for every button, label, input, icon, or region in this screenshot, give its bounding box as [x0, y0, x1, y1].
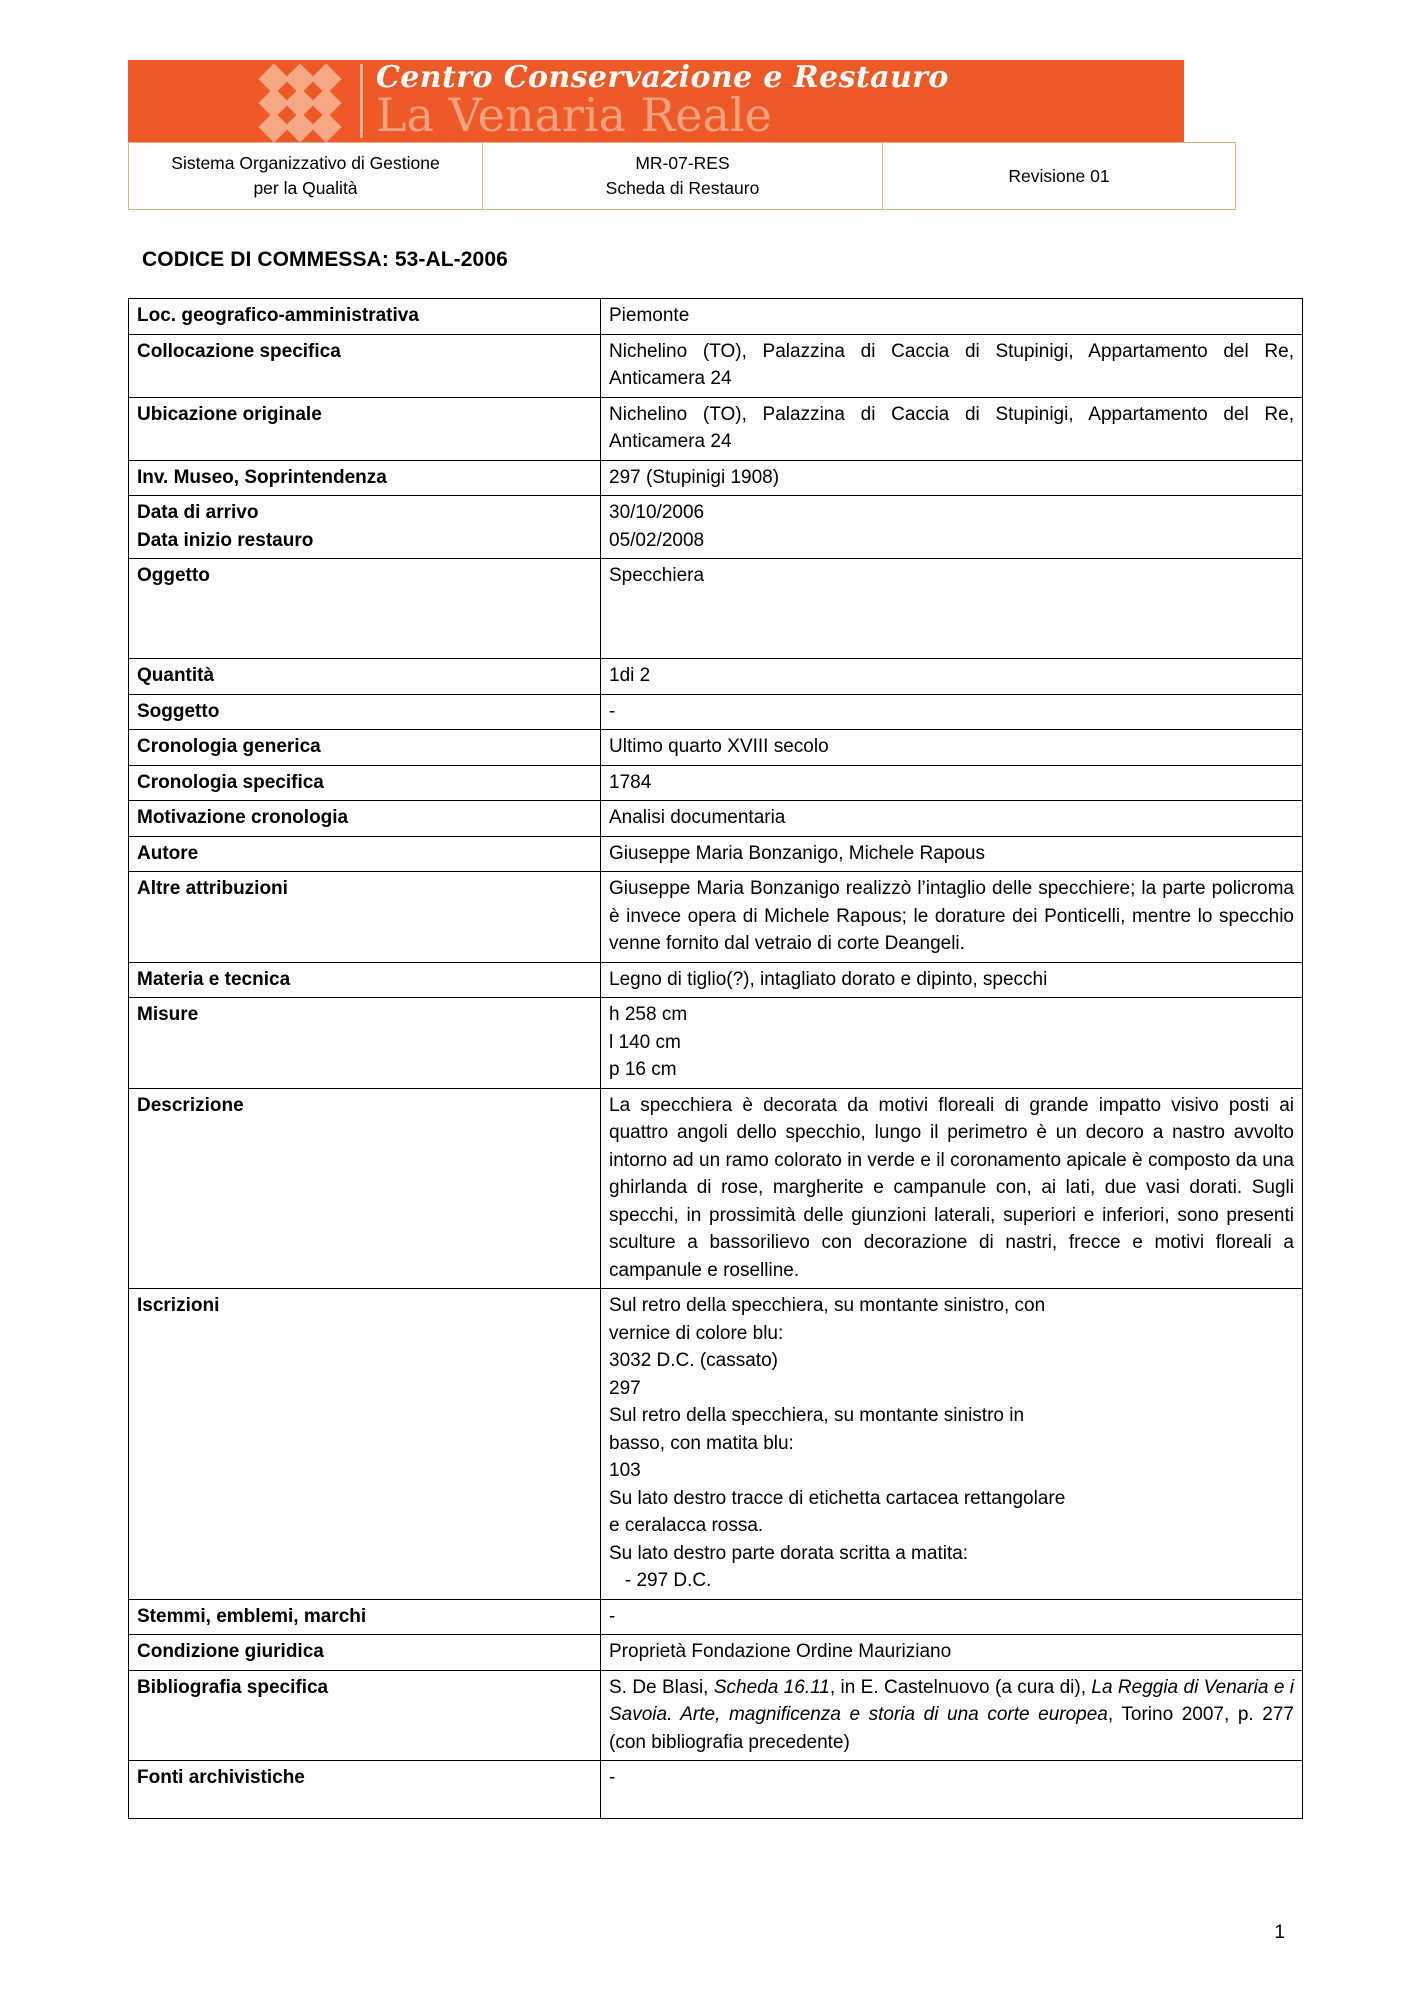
table-row	[129, 1599, 1303, 1635]
row-label-stemmi: Stemmi, emblemi, marchi	[129, 1599, 601, 1635]
table-row	[129, 694, 1303, 730]
row-label-cronologia-generica: Cronologia generica	[129, 730, 601, 766]
letterhead-text	[376, 60, 1176, 142]
row-label-materia-tecnica: Materia e tecnica	[129, 962, 601, 998]
row-value-ubicazione: Nichelino (TO), Palazzina di Caccia di Stupinigi, Appartamento del Re, Anticamera 24	[601, 397, 1303, 460]
quality-system-line2: per la Qualità	[253, 178, 358, 198]
iscrizione-line: 3032 D.C. (cassato)	[609, 1350, 778, 1371]
table-row	[129, 1635, 1303, 1671]
header-row	[129, 143, 1236, 210]
row-label-loc-geografico: Loc. geografico-amministrativa	[129, 299, 601, 335]
biblio-part-1: S. De Blasi,	[609, 1676, 714, 1698]
row-label-fonti-archivistiche: Fonti archivistiche	[129, 1761, 601, 1819]
iscrizione-line: Sul retro della specchiera, su montante sinistro, con	[609, 1295, 1046, 1316]
table-row	[129, 334, 1303, 397]
iscrizione-line: Su lato destro parte dorata scritta a matita:	[609, 1542, 969, 1564]
header-cell-form-code	[483, 143, 883, 210]
header-cell-quality-system	[129, 143, 483, 210]
iscrizione-line: 297	[609, 1377, 641, 1399]
table-row	[129, 730, 1303, 766]
row-label-inventario: Inv. Museo, Soprintendenza	[129, 460, 601, 496]
table-row	[129, 1088, 1303, 1289]
iscrizione-line: e ceralacca rossa.	[609, 1515, 764, 1536]
form-code: MR-07-RES	[635, 153, 730, 173]
row-value-altre-attribuzioni: Giuseppe Maria Bonzanigo realizzò l’intaglio delle specchiere; la parte policroma è invece opera di Michele Rapous; le dorature dei Ponticelli, mentre lo specchio venne fornito dal vetraio di corte Deangeli.	[601, 872, 1303, 963]
table-row	[129, 659, 1303, 695]
row-label-misure: Misure	[129, 998, 601, 1089]
table-row	[129, 1289, 1303, 1600]
row-value-descrizione: La specchiera è decorata da motivi floreali di grande impatto visivo posti ai quattro angoli dello specchio, lungo il perimetro è un decoro a nastro avvolto intorno ad un ramo colorato in verde e il coronamento apicale è composto da una ghirlanda di rose, margherite e campanule con, ai lati, due vasi dorati. Sugli specchi, in prossimità delle giunzioni laterali, superiori e inferiori, sono presenti sculture a bassorilievo con decorazione di nastri, frecce e motivi floreali a campanule e roselline.	[601, 1088, 1303, 1289]
row-value-data-arrivo: 30/10/2006	[601, 496, 1303, 527]
row-label-cronologia-specifica: Cronologia specifica	[129, 765, 601, 801]
misure-line-h: h 258 cm	[609, 1004, 688, 1025]
row-value-oggetto: Specchiera	[601, 559, 1303, 659]
page-title: CODICE DI COMMESSA: 53-AL-2006	[142, 248, 508, 271]
row-label-collocazione: Collocazione specifica	[129, 334, 601, 397]
row-value-soggetto: -	[601, 694, 1303, 730]
letterhead-divider	[360, 64, 363, 138]
table-row	[129, 496, 1303, 527]
row-value-data-inizio-restauro: 05/02/2008	[601, 527, 1303, 559]
biblio-italic-1: Scheda 16.11	[713, 1676, 830, 1698]
row-label-soggetto: Soggetto	[129, 694, 601, 730]
diamond-logo-icon	[263, 66, 343, 138]
table-row	[129, 299, 1303, 335]
row-label-quantita: Quantità	[129, 659, 601, 695]
misure-line-p: p 16 cm	[609, 1059, 677, 1080]
row-value-materia-tecnica: Legno di tiglio(?), intagliato dorato e dipinto, specchi	[601, 962, 1303, 998]
row-value-cronologia-generica: Ultimo quarto XVIII secolo	[601, 730, 1303, 766]
biblio-italic-2: La Reggia di Venaria e i Savoia. Arte, magnificenza e storia di una corte europea	[609, 1676, 1295, 1725]
row-value-iscrizioni	[601, 1289, 1303, 1600]
row-value-fonti-archivistiche: -	[601, 1761, 1303, 1819]
biblio-part-2: , in E. Castelnuovo (a cura di),	[829, 1676, 1092, 1698]
form-title: Scheda di Restauro	[605, 178, 760, 198]
table-row	[129, 836, 1303, 872]
biblio-part-3: , Torino 2007, p. 277 (con bibliografia precedente)	[609, 1704, 1294, 1753]
letterhead-banner	[128, 60, 1184, 142]
row-value-condizione-giuridica: Proprietà Fondazione Ordine Mauriziano	[601, 1635, 1303, 1671]
table-row	[129, 397, 1303, 460]
row-value-collocazione: Nichelino (TO), Palazzina di Caccia di Stupinigi, Appartamento del Re, Anticamera 24	[601, 334, 1303, 397]
row-label-ubicazione: Ubicazione originale	[129, 397, 601, 460]
misure-line-l: l 140 cm	[609, 1031, 681, 1053]
iscrizione-line: Sul retro della specchiera, su montante sinistro in	[609, 1405, 1025, 1426]
table-row	[129, 801, 1303, 837]
quality-system-line1: Sistema Organizzativo di Gestione	[171, 153, 440, 173]
iscrizione-line: vernice di colore blu:	[609, 1322, 784, 1344]
row-label-iscrizioni: Iscrizioni	[129, 1289, 601, 1600]
row-label-data-arrivo: Data di arrivo	[129, 496, 601, 527]
iscrizione-line: - 297 D.C.	[609, 1570, 712, 1591]
row-label-altre-attribuzioni: Altre attribuzioni	[129, 872, 601, 963]
row-value-quantita: 1di 2	[601, 659, 1303, 695]
row-value-bibliografia	[601, 1670, 1303, 1761]
page-number: 1	[1274, 1922, 1285, 1943]
table-row	[129, 765, 1303, 801]
row-label-descrizione: Descrizione	[129, 1088, 601, 1289]
row-value-autore: Giuseppe Maria Bonzanigo, Michele Rapous	[601, 836, 1303, 872]
row-label-bibliografia: Bibliografia specifica	[129, 1670, 601, 1761]
row-value-motivazione-cronologia: Analisi documentaria	[601, 801, 1303, 837]
row-label-motivazione-cronologia: Motivazione cronologia	[129, 801, 601, 837]
row-value-loc-geografico: Piemonte	[601, 299, 1303, 335]
header-cell-revision: Revisione 01	[883, 143, 1236, 210]
row-label-condizione-giuridica: Condizione giuridica	[129, 1635, 601, 1671]
row-value-inventario: 297 (Stupinigi 1908)	[601, 460, 1303, 496]
iscrizione-line: basso, con matita blu:	[609, 1432, 794, 1454]
letterhead-title-primary: Centro Conservazione e Restauro	[376, 60, 949, 95]
table-row	[129, 962, 1303, 998]
row-value-cronologia-specifica: 1784	[601, 765, 1303, 801]
row-value-stemmi: -	[601, 1599, 1303, 1635]
table-row	[129, 998, 1303, 1089]
table-row	[129, 872, 1303, 963]
iscrizione-line: Su lato destro tracce di etichetta cartacea rettangolare	[609, 1487, 1066, 1509]
row-value-misure	[601, 998, 1303, 1089]
table-body	[129, 299, 1303, 1819]
table-row	[129, 1761, 1303, 1819]
row-label-data-inizio-restauro: Data inizio restauro	[129, 527, 601, 559]
iscrizione-line: 103	[609, 1460, 641, 1481]
document-header-table	[128, 142, 1236, 210]
table-row	[129, 559, 1303, 659]
table-row	[129, 1670, 1303, 1761]
table-row	[129, 460, 1303, 496]
row-label-autore: Autore	[129, 836, 601, 872]
letterhead-title-secondary: La Venaria Reale	[376, 88, 772, 142]
table-row	[129, 527, 1303, 559]
restoration-data-table	[128, 298, 1303, 1819]
row-label-oggetto: Oggetto	[129, 559, 601, 659]
